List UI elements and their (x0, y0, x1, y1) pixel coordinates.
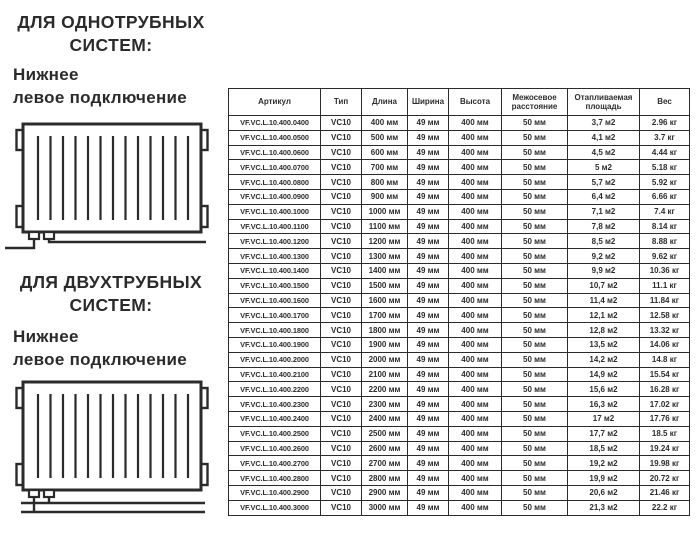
cell-height: 400 мм (449, 337, 502, 352)
cell-heated-area: 7,8 м2 (568, 219, 640, 234)
cell-height: 400 мм (449, 471, 502, 486)
cell-article: VF.VC.L.10.400.1800 (229, 323, 321, 338)
cell-height: 400 мм (449, 160, 502, 175)
cell-axial-distance: 50 мм (502, 500, 568, 515)
cell-length: 600 мм (362, 145, 408, 160)
cell-article: VF.VC.L.10.400.2200 (229, 382, 321, 397)
cell-weight: 10.36 кг (640, 263, 690, 278)
cell-axial-distance: 50 мм (502, 308, 568, 323)
cell-axial-distance: 50 мм (502, 485, 568, 500)
column-header-axial-distance: Межосевое расстояние (502, 89, 568, 116)
cell-axial-distance: 50 мм (502, 441, 568, 456)
cell-type: VC10 (321, 397, 362, 412)
table-row (229, 175, 690, 190)
cell-length: 800 мм (362, 175, 408, 190)
cell-article: VF.VC.L.10.400.1600 (229, 293, 321, 308)
cell-heated-area: 18,5 м2 (568, 441, 640, 456)
single-pipe-heading-line1: ДЛЯ ОДНОТРУБНЫХ (17, 12, 205, 32)
cell-type: VC10 (321, 308, 362, 323)
cell-type: VC10 (321, 411, 362, 426)
cell-length: 2200 мм (362, 382, 408, 397)
cell-type: VC10 (321, 145, 362, 160)
cell-height: 400 мм (449, 485, 502, 500)
cell-heated-area: 17 м2 (568, 411, 640, 426)
cell-weight: 2.96 кг (640, 116, 690, 131)
table-row (229, 160, 690, 175)
cell-axial-distance: 50 мм (502, 411, 568, 426)
cell-heated-area: 14,9 м2 (568, 367, 640, 382)
cell-length: 1800 мм (362, 323, 408, 338)
cell-length: 1200 мм (362, 234, 408, 249)
table-body (229, 116, 690, 516)
cell-article: VF.VC.L.10.400.3000 (229, 500, 321, 515)
column-header-weight: Вес (640, 89, 690, 116)
cell-heated-area: 19,9 м2 (568, 471, 640, 486)
cell-axial-distance: 50 мм (502, 323, 568, 338)
cell-width: 49 мм (408, 263, 449, 278)
cell-height: 400 мм (449, 175, 502, 190)
cell-type: VC10 (321, 249, 362, 264)
cell-length: 1700 мм (362, 308, 408, 323)
cell-heated-area: 9,9 м2 (568, 263, 640, 278)
cell-heated-area: 16,3 м2 (568, 397, 640, 412)
cell-weight: 17.76 кг (640, 411, 690, 426)
cell-type: VC10 (321, 204, 362, 219)
cell-width: 49 мм (408, 500, 449, 515)
column-header-length: Длина (362, 89, 408, 116)
cell-article: VF.VC.L.10.400.1300 (229, 249, 321, 264)
cell-length: 2300 мм (362, 397, 408, 412)
cell-height: 400 мм (449, 204, 502, 219)
cell-heated-area: 14,2 м2 (568, 352, 640, 367)
single-pipe-connection-line2: левое подключение (13, 87, 188, 107)
column-header-width: Ширина (408, 89, 449, 116)
cell-width: 49 мм (408, 471, 449, 486)
cell-heated-area: 11,4 м2 (568, 293, 640, 308)
cell-axial-distance: 50 мм (502, 352, 568, 367)
cell-height: 400 мм (449, 441, 502, 456)
two-pipe-heading-line2: СИСТЕМ: (69, 295, 153, 315)
cell-type: VC10 (321, 189, 362, 204)
cell-type: VC10 (321, 278, 362, 293)
cell-axial-distance: 50 мм (502, 337, 568, 352)
cell-axial-distance: 50 мм (502, 397, 568, 412)
table-row (229, 441, 690, 456)
cell-type: VC10 (321, 293, 362, 308)
table-row (229, 337, 690, 352)
cell-type: VC10 (321, 352, 362, 367)
cell-length: 1000 мм (362, 204, 408, 219)
cell-height: 400 мм (449, 456, 502, 471)
cell-length: 900 мм (362, 189, 408, 204)
cell-article: VF.VC.L.10.400.2400 (229, 411, 321, 426)
table-row (229, 500, 690, 515)
table-row (229, 382, 690, 397)
cell-height: 400 мм (449, 278, 502, 293)
cell-axial-distance: 50 мм (502, 130, 568, 145)
cell-weight: 14.06 кг (640, 337, 690, 352)
cell-article: VF.VC.L.10.400.0600 (229, 145, 321, 160)
cell-length: 700 мм (362, 160, 408, 175)
table-row (229, 219, 690, 234)
cell-height: 400 мм (449, 382, 502, 397)
two-pipe-connection-line2: левое подключение (13, 349, 188, 369)
cell-type: VC10 (321, 426, 362, 441)
cell-weight: 11.84 кг (640, 293, 690, 308)
table-row (229, 456, 690, 471)
cell-width: 49 мм (408, 249, 449, 264)
cell-height: 400 мм (449, 500, 502, 515)
cell-article: VF.VC.L.10.400.1200 (229, 234, 321, 249)
cell-length: 400 мм (362, 116, 408, 131)
cell-height: 400 мм (449, 411, 502, 426)
cell-heated-area: 15,6 м2 (568, 382, 640, 397)
table-row (229, 204, 690, 219)
cell-height: 400 мм (449, 323, 502, 338)
column-header-heated-area: Отапливаемая площадь (568, 89, 640, 116)
cell-height: 400 мм (449, 352, 502, 367)
cell-height: 400 мм (449, 426, 502, 441)
cell-article: VF.VC.L.10.400.2900 (229, 485, 321, 500)
table-row (229, 352, 690, 367)
table-row (229, 189, 690, 204)
cell-weight: 6.66 кг (640, 189, 690, 204)
cell-article: VF.VC.L.10.400.1000 (229, 204, 321, 219)
cell-width: 49 мм (408, 308, 449, 323)
table-row (229, 426, 690, 441)
cell-heated-area: 21,3 м2 (568, 500, 640, 515)
cell-article: VF.VC.L.10.400.1400 (229, 263, 321, 278)
column-header-type: Тип (321, 89, 362, 116)
cell-heated-area: 10,7 м2 (568, 278, 640, 293)
cell-article: VF.VC.L.10.400.2100 (229, 367, 321, 382)
table-row (229, 397, 690, 412)
column-header-height: Высота (449, 89, 502, 116)
cell-heated-area: 5,7 м2 (568, 175, 640, 190)
cell-width: 49 мм (408, 456, 449, 471)
cell-height: 400 мм (449, 308, 502, 323)
cell-length: 500 мм (362, 130, 408, 145)
cell-axial-distance: 50 мм (502, 426, 568, 441)
cell-axial-distance: 50 мм (502, 145, 568, 160)
cell-length: 2000 мм (362, 352, 408, 367)
cell-width: 49 мм (408, 130, 449, 145)
cell-height: 400 мм (449, 145, 502, 160)
cell-axial-distance: 50 мм (502, 249, 568, 264)
cell-weight: 3.7 кг (640, 130, 690, 145)
cell-height: 400 мм (449, 263, 502, 278)
cell-height: 400 мм (449, 234, 502, 249)
cell-type: VC10 (321, 263, 362, 278)
cell-weight: 22.2 кг (640, 500, 690, 515)
cell-weight: 19.24 кг (640, 441, 690, 456)
table-row (229, 293, 690, 308)
cell-height: 400 мм (449, 116, 502, 131)
cell-article: VF.VC.L.10.400.1700 (229, 308, 321, 323)
cell-width: 49 мм (408, 352, 449, 367)
cell-length: 2100 мм (362, 367, 408, 382)
spec-table (228, 88, 690, 516)
single-pipe-heading-line2: СИСТЕМ: (69, 35, 153, 55)
cell-weight: 11.1 кг (640, 278, 690, 293)
cell-axial-distance: 50 мм (502, 456, 568, 471)
cell-width: 49 мм (408, 426, 449, 441)
cell-type: VC10 (321, 456, 362, 471)
table-row (229, 249, 690, 264)
cell-width: 49 мм (408, 382, 449, 397)
cell-weight: 14.8 кг (640, 352, 690, 367)
cell-article: VF.VC.L.10.400.2700 (229, 456, 321, 471)
two-pipe-connection-line1: Нижнее (13, 327, 79, 346)
cell-length: 2900 мм (362, 485, 408, 500)
cell-axial-distance: 50 мм (502, 219, 568, 234)
cell-length: 1400 мм (362, 263, 408, 278)
cell-weight: 4.44 кг (640, 145, 690, 160)
cell-width: 49 мм (408, 116, 449, 131)
cell-type: VC10 (321, 500, 362, 515)
cell-height: 400 мм (449, 189, 502, 204)
cell-heated-area: 9,2 м2 (568, 249, 640, 264)
cell-weight: 19.98 кг (640, 456, 690, 471)
cell-article: VF.VC.L.10.400.2000 (229, 352, 321, 367)
cell-article: VF.VC.L.10.400.2600 (229, 441, 321, 456)
cell-heated-area: 12,1 м2 (568, 308, 640, 323)
cell-axial-distance: 50 мм (502, 382, 568, 397)
table-row (229, 234, 690, 249)
cell-article: VF.VC.L.10.400.1900 (229, 337, 321, 352)
single-pipe-heading (0, 11, 222, 57)
cell-weight: 18.5 кг (640, 426, 690, 441)
two-pipe-heading (0, 271, 222, 317)
cell-length: 1900 мм (362, 337, 408, 352)
cell-width: 49 мм (408, 219, 449, 234)
cell-height: 400 мм (449, 219, 502, 234)
cell-width: 49 мм (408, 441, 449, 456)
table-row (229, 308, 690, 323)
cell-length: 2700 мм (362, 456, 408, 471)
cell-article: VF.VC.L.10.400.0500 (229, 130, 321, 145)
cell-height: 400 мм (449, 130, 502, 145)
cell-weight: 17.02 кг (640, 397, 690, 412)
cell-axial-distance: 50 мм (502, 367, 568, 382)
cell-axial-distance: 50 мм (502, 160, 568, 175)
single-pipe-radiator-diagram (2, 112, 214, 254)
cell-length: 1600 мм (362, 293, 408, 308)
cell-width: 49 мм (408, 160, 449, 175)
cell-width: 49 мм (408, 175, 449, 190)
table-row (229, 116, 690, 131)
cell-type: VC10 (321, 471, 362, 486)
cell-width: 49 мм (408, 485, 449, 500)
cell-width: 49 мм (408, 397, 449, 412)
cell-width: 49 мм (408, 411, 449, 426)
cell-weight: 15.54 кг (640, 367, 690, 382)
cell-heated-area: 20,6 м2 (568, 485, 640, 500)
cell-height: 400 мм (449, 293, 502, 308)
cell-width: 49 мм (408, 204, 449, 219)
cell-article: VF.VC.L.10.400.0900 (229, 189, 321, 204)
cell-length: 1500 мм (362, 278, 408, 293)
cell-axial-distance: 50 мм (502, 175, 568, 190)
cell-heated-area: 4,5 м2 (568, 145, 640, 160)
table-row (229, 367, 690, 382)
cell-width: 49 мм (408, 145, 449, 160)
cell-weight: 5.92 кг (640, 175, 690, 190)
cell-article: VF.VC.L.10.400.1100 (229, 219, 321, 234)
cell-length: 2600 мм (362, 441, 408, 456)
cell-type: VC10 (321, 175, 362, 190)
cell-heated-area: 5 м2 (568, 160, 640, 175)
cell-heated-area: 8,5 м2 (568, 234, 640, 249)
cell-weight: 8.88 кг (640, 234, 690, 249)
cell-type: VC10 (321, 441, 362, 456)
cell-weight: 9.62 кг (640, 249, 690, 264)
cell-weight: 21.46 кг (640, 485, 690, 500)
cell-heated-area: 4,1 м2 (568, 130, 640, 145)
cell-width: 49 мм (408, 367, 449, 382)
cell-type: VC10 (321, 234, 362, 249)
cell-type: VC10 (321, 337, 362, 352)
cell-article: VF.VC.L.10.400.0700 (229, 160, 321, 175)
cell-heated-area: 7,1 м2 (568, 204, 640, 219)
cell-article: VF.VC.L.10.400.2800 (229, 471, 321, 486)
cell-axial-distance: 50 мм (502, 471, 568, 486)
cell-type: VC10 (321, 160, 362, 175)
cell-type: VC10 (321, 116, 362, 131)
cell-article: VF.VC.L.10.400.2500 (229, 426, 321, 441)
cell-axial-distance: 50 мм (502, 293, 568, 308)
cell-heated-area: 17,7 м2 (568, 426, 640, 441)
cell-article: VF.VC.L.10.400.1500 (229, 278, 321, 293)
table-row (229, 471, 690, 486)
table-row (229, 485, 690, 500)
cell-type: VC10 (321, 323, 362, 338)
cell-length: 2500 мм (362, 426, 408, 441)
cell-article: VF.VC.L.10.400.2300 (229, 397, 321, 412)
cell-height: 400 мм (449, 397, 502, 412)
single-pipe-connection-line1: Нижнее (13, 65, 79, 84)
table-header-row (229, 89, 690, 116)
cell-axial-distance: 50 мм (502, 204, 568, 219)
cell-type: VC10 (321, 382, 362, 397)
cell-axial-distance: 50 мм (502, 263, 568, 278)
two-pipe-radiator-diagram (2, 372, 214, 524)
cell-weight: 12.58 кг (640, 308, 690, 323)
cell-width: 49 мм (408, 234, 449, 249)
cell-axial-distance: 50 мм (502, 189, 568, 204)
cell-heated-area: 3,7 м2 (568, 116, 640, 131)
cell-weight: 20.72 кг (640, 471, 690, 486)
table-row (229, 145, 690, 160)
table-row (229, 411, 690, 426)
cell-length: 1100 мм (362, 219, 408, 234)
table-row (229, 263, 690, 278)
cell-article: VF.VC.L.10.400.0800 (229, 175, 321, 190)
cell-axial-distance: 50 мм (502, 234, 568, 249)
cell-width: 49 мм (408, 278, 449, 293)
table-row (229, 323, 690, 338)
single-pipe-connection-label (13, 64, 225, 109)
cell-length: 3000 мм (362, 500, 408, 515)
cell-length: 2400 мм (362, 411, 408, 426)
cell-length: 1300 мм (362, 249, 408, 264)
cell-weight: 7.4 кг (640, 204, 690, 219)
two-pipe-heading-line1: ДЛЯ ДВУХТРУБНЫХ (19, 272, 203, 292)
column-header-article: Артикул (229, 89, 321, 116)
cell-heated-area: 12,8 м2 (568, 323, 640, 338)
cell-width: 49 мм (408, 323, 449, 338)
cell-length: 2800 мм (362, 471, 408, 486)
cell-axial-distance: 50 мм (502, 116, 568, 131)
cell-type: VC10 (321, 219, 362, 234)
cell-heated-area: 6,4 м2 (568, 189, 640, 204)
cell-width: 49 мм (408, 189, 449, 204)
two-pipe-connection-label (13, 326, 225, 371)
cell-height: 400 мм (449, 249, 502, 264)
cell-type: VC10 (321, 130, 362, 145)
table-row (229, 278, 690, 293)
cell-axial-distance: 50 мм (502, 278, 568, 293)
cell-type: VC10 (321, 485, 362, 500)
table-row (229, 130, 690, 145)
cell-heated-area: 13,5 м2 (568, 337, 640, 352)
cell-height: 400 мм (449, 367, 502, 382)
cell-weight: 5.18 кг (640, 160, 690, 175)
cell-width: 49 мм (408, 337, 449, 352)
cell-weight: 8.14 кг (640, 219, 690, 234)
cell-article: VF.VC.L.10.400.0400 (229, 116, 321, 131)
cell-weight: 16.28 кг (640, 382, 690, 397)
cell-heated-area: 19,2 м2 (568, 456, 640, 471)
cell-weight: 13.32 кг (640, 323, 690, 338)
cell-width: 49 мм (408, 293, 449, 308)
cell-type: VC10 (321, 367, 362, 382)
